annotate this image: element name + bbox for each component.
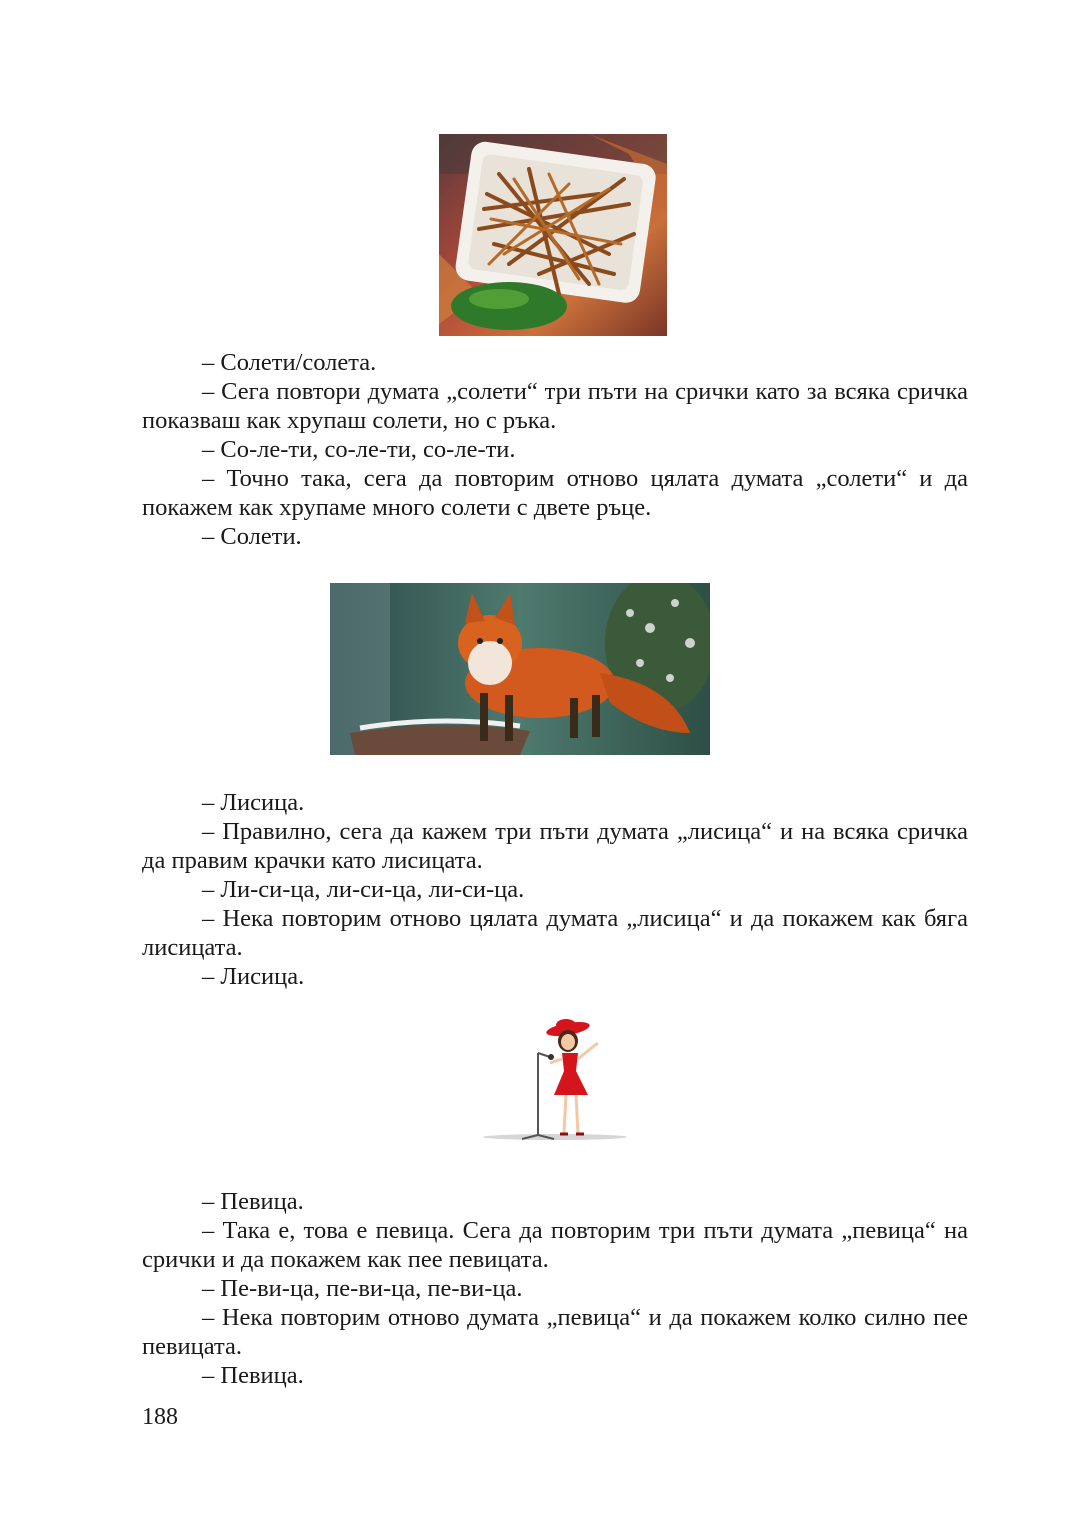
paragraph: – Пе-ви-ца, пе-ви-ца, пе-ви-ца. xyxy=(202,1275,523,1302)
paragraph: – Ли-си-ца, ли-си-ца, ли-си-ца. xyxy=(202,876,525,903)
section-fox-text xyxy=(142,788,968,991)
paragraph: – Солети/солета. xyxy=(202,349,377,376)
section-singer-text xyxy=(142,1187,968,1390)
page-number: 188 xyxy=(142,1404,178,1430)
paragraph: – Точно така, сега да повторим отново цялата думата „солети“ и да покажем как хрупаме много солети с двете ръце. xyxy=(142,465,968,521)
paragraph: – Така е, това е певица. Сега да повторим три пъти думата „певица“ на срички и да покажем как пее певицата. xyxy=(142,1217,968,1273)
paragraph: – Лисица. xyxy=(202,963,305,990)
paragraph: – Певица. xyxy=(202,1188,304,1215)
paragraph: – Лисица. xyxy=(202,789,305,816)
paragraph: – Певица. xyxy=(202,1362,304,1389)
paragraph: – Сега повтори думата „солети“ три пъти на срички като за всяка сричка показваш как хрупаш солети, но с ръка. xyxy=(142,378,968,434)
paragraph: – Нека повторим отново думата „певица“ и да покажем колко силно пее певицата. xyxy=(142,1304,968,1360)
paragraph: – Солети. xyxy=(202,523,302,550)
pretzel-sticks-photo xyxy=(439,134,667,336)
section-pretzels-text xyxy=(142,348,968,551)
singer-illustration xyxy=(480,1015,630,1145)
red-fox-photo xyxy=(330,583,710,755)
paragraph: – Нека повторим отново цялата думата „лисица“ и да покажем как бяга лисицата. xyxy=(142,905,968,961)
paragraph: – Со-ле-ти, со-ле-ти, со-ле-ти. xyxy=(202,436,516,463)
paragraph: – Правилно, сега да кажем три пъти думата „лисица“ и на всяка сричка да правим крачки като лисицата. xyxy=(142,818,968,874)
